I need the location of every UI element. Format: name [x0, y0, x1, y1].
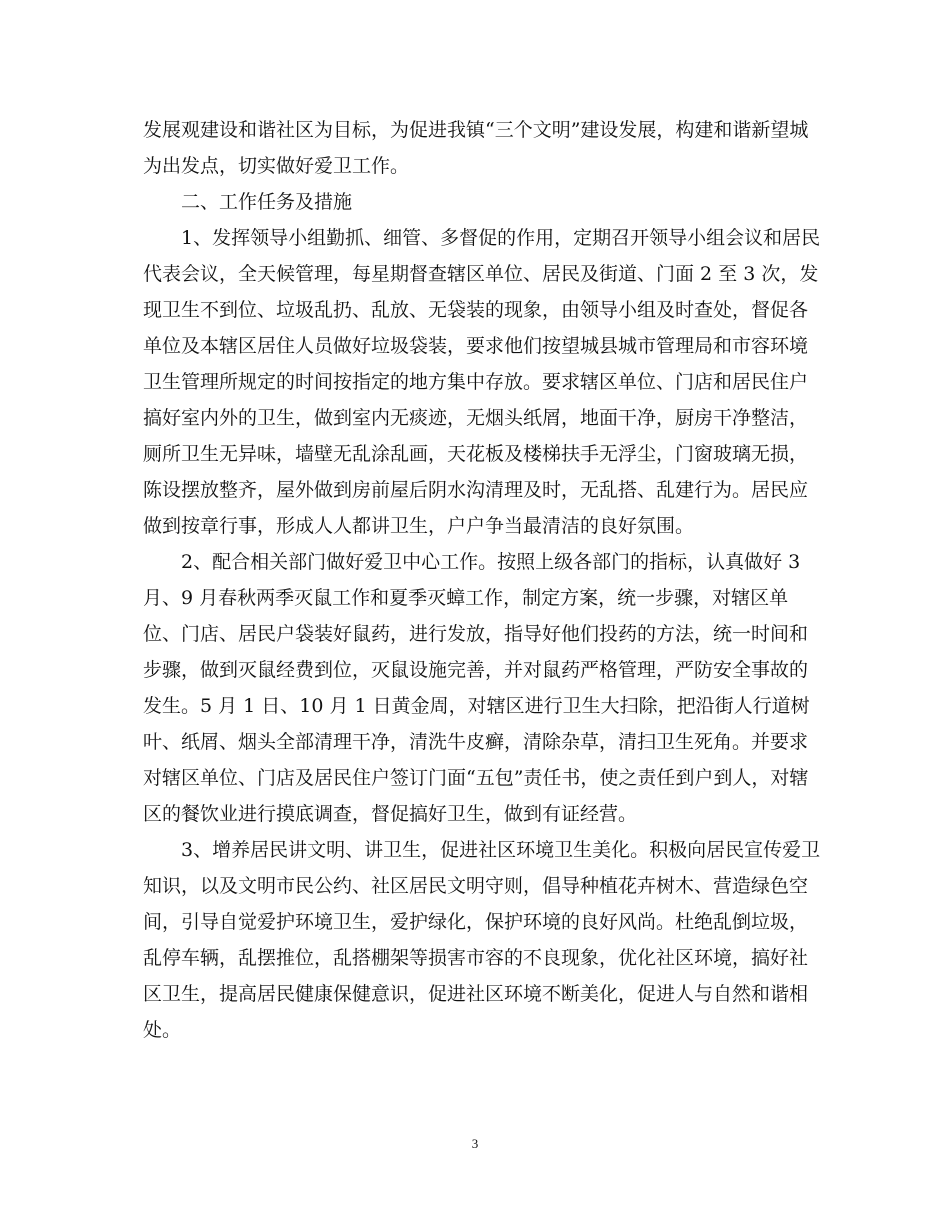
- section-heading: 二、工作任务及措施: [143, 191, 353, 213]
- text-line: 搞好室内外的卫生，做到室内无痰迹，无烟头纸屑，地面干净，厨房干净整洁，: [143, 407, 809, 429]
- text-line: 区卫生，提高居民健康保健意识，促进社区环境不断美化，促进人与自然和谐相: [143, 983, 809, 1005]
- text-line: 知识，以及文明市民公约、社区居民文明守则，倡导种植花卉树木、营造绿色空: [143, 875, 809, 897]
- text-line: 厕所卫生无异味，墙壁无乱涂乱画，天花板及楼梯扶手无浮尘，门窗玻璃无损，: [143, 443, 809, 465]
- text-line: 为出发点，切实做好爱卫工作。: [143, 155, 410, 177]
- text-line: 区的餐饮业进行摸底调查，督促搞好卫生，做到有证经营。: [143, 803, 638, 825]
- text-line: 代表会议，全天候管理，每星期督查辖区单位、居民及街道、门面 2 至 3 次，发: [143, 263, 819, 285]
- text-line: 3、增养居民讲文明、讲卫生，促进社区环境卫生美化。积极向居民宣传爱卫: [143, 839, 821, 861]
- text-line: 单位及本辖区居住人员做好垃圾袋装，要求他们按望城县城市管理局和市容环境: [143, 335, 809, 357]
- body-text: [143, 112, 821, 1048]
- text-line: 1、发挥领导小组勤抓、细管、多督促的作用，定期召开领导小组会议和居民: [143, 227, 821, 249]
- text-line: 现卫生不到位、垃圾乱扔、乱放、无袋装的现象，由领导小组及时查处，督促各: [143, 299, 809, 321]
- text-line: 叶、纸屑、烟头全部清理干净，清洗牛皮癣，清除杂草，清扫卫生死角。并要求: [143, 731, 809, 753]
- text-line: 对辖区单位、门店及居民住户签订门面“五包”责任书，使之责任到户到人，对辖: [143, 767, 809, 789]
- text-line: 发展观建设和谐社区为目标，为促进我镇“三个文明”建设发展，构建和谐新望城: [143, 119, 809, 141]
- text-line: 卫生管理所规定的时间按指定的地方集中存放。要求辖区单位、门店和居民住户: [143, 371, 809, 393]
- text-line: 月、9 月春秋两季灭鼠工作和夏季灭蟑工作，制定方案，统一步骤，对辖区单: [143, 587, 789, 609]
- text-line: 间，引导自觉爱护环境卫生，爱护绿化，保护环境的良好风尚。杜绝乱倒垃圾，: [143, 911, 809, 933]
- text-line: 处。: [143, 1019, 182, 1041]
- text-line: 做到按章行事，形成人人都讲卫生，户户争当最清洁的良好氛围。: [143, 515, 695, 537]
- text-line: 步骤，做到灭鼠经费到位，灭鼠设施完善，并对鼠药严格管理，严防安全事故的: [143, 659, 809, 681]
- text-line: 位、门店、居民户袋装好鼠药，进行发放，指导好他们投药的方法，统一时间和: [143, 623, 809, 645]
- text-line: 乱停车辆，乱摆推位，乱搭棚架等损害市容的不良现象，优化社区环境，搞好社: [143, 947, 809, 969]
- page-number: 3: [471, 1136, 479, 1151]
- text-line: 陈设摆放整齐，屋外做到房前屋后阴水沟清理及时，无乱搭、乱建行为。居民应: [143, 479, 809, 501]
- text-line: 2、配合相关部门做好爱卫中心工作。按照上级各部门的指标，认真做好 3: [143, 551, 801, 573]
- text-line: 发生。5 月 1 日、10 月 1 日黄金周，对辖区进行卫生大扫除，把沿街人行道树: [143, 695, 810, 717]
